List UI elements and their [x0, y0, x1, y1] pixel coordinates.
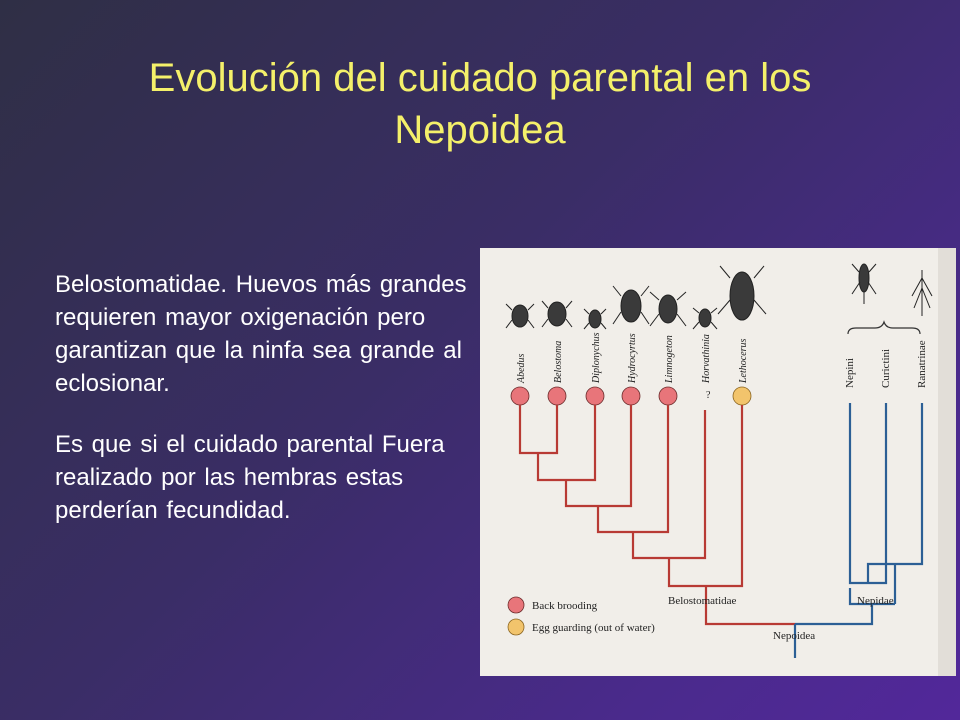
phylogeny-figure — [480, 248, 956, 676]
nepini-illustration — [852, 264, 876, 304]
ranatrinae-illustration — [912, 270, 932, 316]
taxon-label-hydrocyrtus: Hydrocyrtus — [627, 333, 638, 383]
legend-back-brooding-swatch — [508, 597, 524, 613]
taxon-label-abedus: Abedus — [516, 353, 527, 383]
legend-back-brooding-label: Back brooding — [532, 600, 598, 612]
figure-legend — [508, 597, 655, 635]
back-brooding-marker-hydrocyrtus — [622, 387, 640, 405]
slide-title-line-2: Nepoidea — [394, 108, 566, 152]
lethocerus-illustration — [718, 266, 766, 320]
taxon-label-lethocerus: Lethocerus — [738, 338, 749, 383]
legend-egg-guarding-label: Egg guarding (out of water) — [532, 622, 655, 634]
nepidae-brace — [848, 322, 920, 334]
family-label-nepoidea: Nepoidea — [773, 630, 816, 642]
abedus-illustration — [506, 304, 534, 328]
back-brooding-marker-diplonychus — [586, 387, 604, 405]
family-label-nepidae: Nepidae — [857, 595, 894, 607]
back-brooding-marker-limnogeton — [659, 387, 677, 405]
back-brooding-marker-belostoma — [548, 387, 566, 405]
taxon-label-curictini: Curictini — [880, 348, 892, 388]
nepidae-tree — [795, 403, 922, 658]
family-label-belostomatidae: Belostomatidae — [668, 595, 737, 607]
taxon-label-ranatrinae: Ranatrinae — [916, 340, 928, 388]
unknown-state-marker-horvathinia: ? — [706, 390, 711, 401]
taxon-label-limnogeton: Limnogeton — [664, 335, 675, 383]
taxon-label-diplonychus: Diplonychus — [591, 332, 602, 383]
insect-illustrations — [506, 264, 932, 329]
belostomatidae-tree — [520, 405, 795, 624]
hydrocyrtus-illustration — [613, 286, 649, 324]
diplonychus-illustration — [584, 309, 606, 329]
page-edge — [938, 248, 956, 676]
slide-body — [55, 268, 475, 555]
slide-title — [40, 52, 920, 156]
back-brooding-marker-abedus — [511, 387, 529, 405]
taxon-label-nepini: Nepini — [844, 358, 856, 388]
belostoma-illustration — [542, 301, 572, 327]
horvathinia-illustration — [693, 308, 717, 329]
paragraph-belostomatidae: Belostomatidae. Huevos más grandes requieren mayor oxigenación pero garantizan que la ninfa sea grande al eclosionar. — [55, 271, 467, 397]
slide-title-line-1: Evolución del cuidado parental en los — [148, 56, 812, 100]
taxon-label-belostoma: Belostoma — [553, 340, 564, 383]
paragraph-parental-care: Es que si el cuidado parental Fuera realizado por las hembras estas perderían fecundidad. — [55, 431, 445, 524]
legend-egg-guarding-swatch — [508, 619, 524, 635]
phylogeny-tree — [480, 248, 956, 676]
taxon-label-horvathinia: Horvathinia — [701, 334, 712, 383]
egg-guarding-marker-lethocerus — [733, 387, 751, 405]
limnogeton-illustration — [650, 292, 686, 326]
